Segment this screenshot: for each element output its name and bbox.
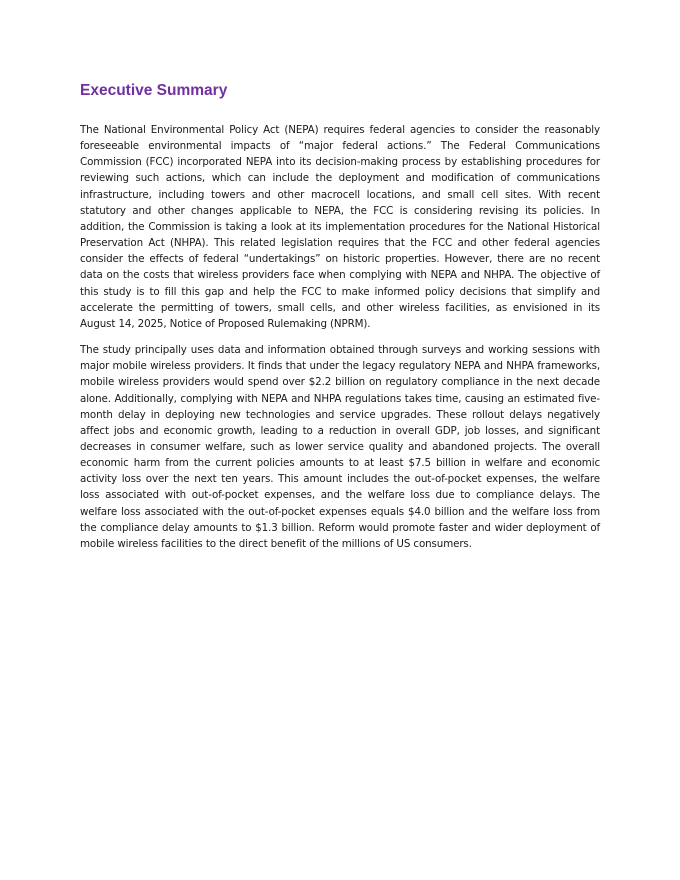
document-body	[80, 122, 600, 562]
paragraph-findings: The study principally uses data and information obtained through surveys and working sessions with major mobile wireless providers. It finds that under the legacy regulatory NEPA and NHPA frameworks, mobile wireless providers would spend over $2.2 billion on regulatory compliance in the next decade alone. Additionally, complying with NEPA and NHPA regulations takes time, causing an estimated five-month delay in deploying new technologies and service upgrades. These rollout delays negatively affect jobs and economic growth, leading to a reduction in overall GDP, job losses, and significant decreases in consumer welfare, such as lower service quality and abandoned projects. The overall economic harm from the current policies amounts to at least $7.5 billion in welfare and economic activity loss over the next ten years. This amount includes the out-of-pocket expenses, the welfare loss associated with out-of-pocket expenses, and the welfare loss due to compliance delays. The welfare loss associated with the out-of-pocket expenses equals $4.0 billion and the welfare loss from the compliance delay amounts to $1.3 billion. Reform would promote faster and wider deployment of mobile wireless facilities to the direct benefit of the millions of US consumers.	[80, 344, 600, 550]
page-title: Executive Summary	[80, 82, 228, 99]
paragraph-intro: The National Environmental Policy Act (NEPA) requires federal agencies to consider the reasonably foreseeable environmental impacts of “major federal actions.” The Federal Communications Commission (FCC) incorporated NEPA into its decision-making process by establishing procedures for reviewing such actions, which can include the deployment and modification of communications infrastructure, including towers and other macrocell locations, and small cell sites. With recent statutory and other changes applicable to NEPA, the FCC is considering revising its policies. In addition, the Commission is taking a look at its implementation procedures for the National Historical Preservation Act (NHPA). This related legislation requires that the FCC and other federal agencies consider the effects of federal “undertakings” on historic properties. However, there are no recent data on the costs that wireless providers face when complying with NEPA and NHPA. The objective of this study is to fill this gap and help the FCC to make informed policy decisions that simplify and accelerate the permitting of towers, small cells, and other wireless facilities, as envisioned in its August 14, 2025, Notice of Proposed Rulemaking (NPRM).	[80, 124, 600, 330]
